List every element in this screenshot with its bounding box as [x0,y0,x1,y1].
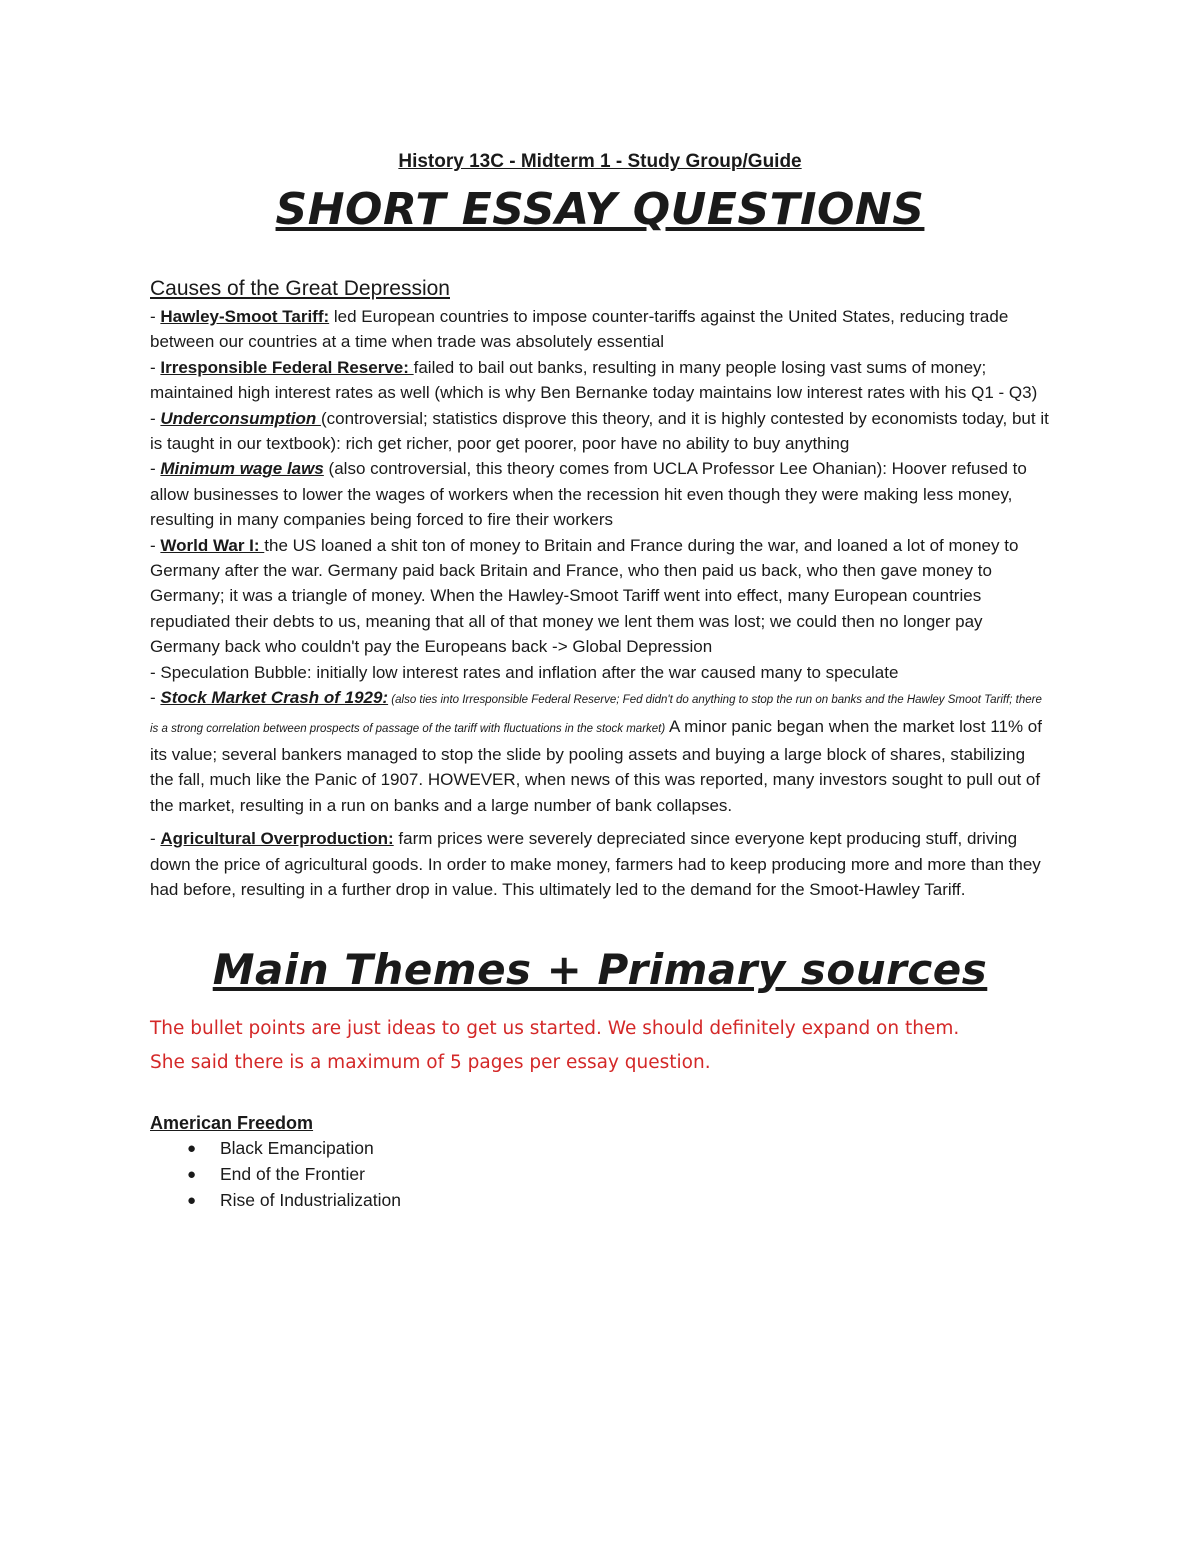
list-item: ● Black Emancipation [150,1136,1050,1162]
red-note [150,1012,1050,1080]
red-note-line1: The bullet points are just ideas to get us started. We should definitely expand on them. [150,1018,960,1040]
item-underconsumption: - Underconsumption (controversial; statistics disprove this theory, and it is highly contested by economists today, but it is taught in our textbook): rich get richer, poor get poorer, poor have no ability to buy anything [150,408,1049,454]
term-stock-market-crash: Stock Market Crash of 1929: [160,688,389,708]
item-minimum-wage: - Minimum wage laws (also controversial, this theory comes from UCLA Professor Lee Ohanian): Hoover refused to allow businesses to lower the wages of workers when the recession hit even though they were making less money, resulting in many companies being forced to fire their workers [150,459,1027,530]
term-underconsumption: Underconsumption [160,408,321,428]
document-page [150,150,1050,1213]
item-speculation-bubble: - Speculation Bubble: initially low interest rates and inflation after the war caused many to speculate [150,662,899,682]
item-federal-reserve: - Irresponsible Federal Reserve: failed to bail out banks, resulting in many people losing vast sums of money; maintained high interest rates as well (which is why Ben Bernanke today maintains low interest rates with his Q1 - Q3) [150,357,1038,403]
item-world-war-one: - World War I: the US loaned a shit ton of money to Britain and France during the war, and loaned a lot of money to Germany after the war. Germany paid back Britain and France, who then paid us back, who then gave money to Germany; it was a triangle of money. When the Hawley-Smoot Tariff went into effect, many European countries repudiated their debts to us, meaning that all of that money we lent them was lost; we could then no longer pay Germany back who couldn't pay the Europeans back -> Global Depression [150,535,1019,657]
term-agricultural-overproduction: Agricultural Overproduction: [160,829,394,849]
term-world-war-one: World War I: [160,535,265,555]
american-freedom-heading: American Freedom [150,1113,314,1134]
term-minimum-wage: Minimum wage laws [160,459,324,479]
item-hawley-smoot: - Hawley-Smoot Tariff: led European countries to impose counter-tariffs against the United States, reducing trade between our countries at a time when trade was absolutely essential [150,307,1009,352]
term-federal-reserve: Irresponsible Federal Reserve: [160,357,414,377]
list-item: ● End of the Frontier [150,1162,1050,1188]
freedom-bullet-list [150,1136,1050,1213]
causes-section-heading: Causes of the Great Depression [150,277,450,300]
bullet-icon: ● [187,1165,197,1183]
list-item: ● Rise of Industrialization [150,1188,1050,1214]
short-essay-heading: SHORT ESSAY QUESTIONS [275,184,925,235]
item-stock-market-crash: - Stock Market Crash of 1929: (also ties into Irresponsible Federal Reserve; Fed didn't do anything to stop the run on banks and the Hawley Smoot Tariff; there is a strong correlation between prospects of passage of the tariff with fluctuations in the stock market) A minor panic began when the market lost 11% of its value; several bankers managed to stop the slide by pooling assets and buying a large block of shares, stabilizing the fall, much like the Panic of 1907. HOWEVER, when news of this was reported, many investors sought to pull out of the market, resulting in a run on banks and a large number of bank collapses. [150,688,1042,815]
stock-market-aside: (also ties into Irresponsible Federal Reserve; Fed didn't do anything to stop the run on banks and the Hawley Smoot Tariff; there is a strong correlation between prospects of passage of the tariff with fluctuations in the stock market) [150,694,1042,735]
item-agricultural-overproduction: - Agricultural Overproduction: farm prices were severely depreciated since everyone kept producing stuff, driving down the price of agricultural goods. In order to make money, farmers had to keep producing more and more than they had before, resulting in a further drop in value. This ultimately led to the demand for the Smoot-Hawley Tariff. [150,829,1041,899]
term-hawley-smoot: Hawley-Smoot Tariff: [160,307,330,326]
red-note-line2: She said there is a maximum of 5 pages per essay question. [150,1052,711,1074]
bullet-icon: ● [187,1191,197,1209]
document-title: History 13C - Midterm 1 - Study Group/Guide [398,151,802,172]
bullet-icon: ● [187,1140,197,1158]
main-themes-heading: Main Themes + Primary sources [212,945,988,995]
